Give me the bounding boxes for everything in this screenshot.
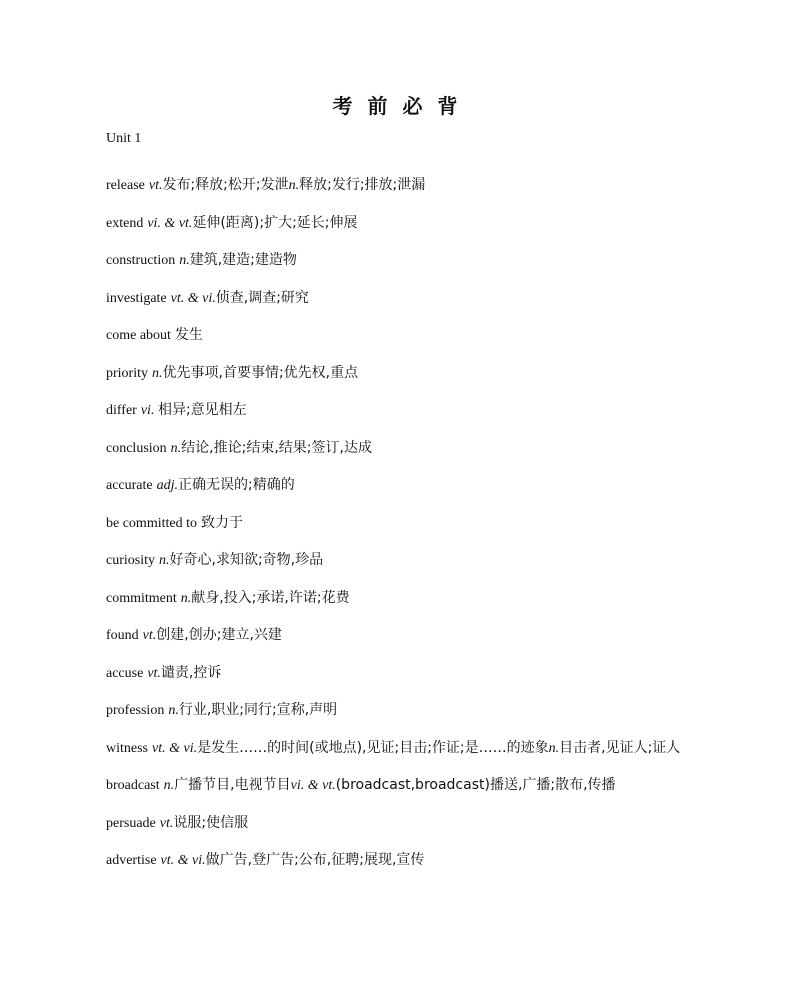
vocab-entry <box>106 505 706 543</box>
definition: 做广告,登广告;公布,征聘;展现,宣传 <box>205 852 425 868</box>
definition: 正确无误的;精确的 <box>178 477 295 493</box>
definition: 建筑,建造;建造物 <box>189 252 297 268</box>
definition: 说服;使信服 <box>173 814 249 831</box>
part-of-speech: vt. <box>148 178 163 193</box>
vocab-entry <box>106 392 706 430</box>
vocab-entry <box>106 355 706 393</box>
definition: 谴责,控诉 <box>160 664 222 681</box>
definition: 延伸(距离);扩大;延长;伸展 <box>192 214 358 231</box>
part-of-speech: n. <box>152 365 163 381</box>
definition-2: 释放;发行;排放;泄漏 <box>299 177 426 193</box>
definition: 献身,投入;承诺,许诺;花费 <box>191 589 350 606</box>
part-of-speech: vi. <box>140 403 155 418</box>
vocab-word: advertise <box>106 853 157 868</box>
vocab-entry <box>106 205 706 243</box>
vocab-word: come about <box>106 328 171 343</box>
vocab-word: commitment <box>106 590 177 606</box>
definition: 致力于 <box>200 514 243 531</box>
vocab-word: accurate <box>106 478 153 493</box>
vocab-word: priority <box>106 365 148 381</box>
vocab-word: found <box>106 628 139 643</box>
vocab-word: extend <box>106 215 144 231</box>
definition: 侦查,调查;研究 <box>215 289 309 306</box>
definition: 好奇心,求知欲;奇物,珍品 <box>169 552 324 568</box>
part-of-speech-2: vi. & vt. <box>290 778 336 793</box>
vocabulary-list <box>106 167 706 880</box>
part-of-speech: vt. <box>159 815 174 831</box>
vocab-entry <box>106 467 706 505</box>
part-of-speech: vt. <box>142 628 157 643</box>
vocab-entry <box>106 805 706 843</box>
part-of-speech: vt. & vi. <box>152 740 198 756</box>
vocab-word: persuade <box>106 815 156 831</box>
part-of-speech: vt. & vi. <box>160 853 206 868</box>
vocab-word: broadcast <box>106 778 160 793</box>
vocab-word: release <box>106 178 145 193</box>
definition: 行业,职业;同行;宣称,声明 <box>178 702 338 718</box>
vocab-entry <box>106 167 706 205</box>
vocab-entry <box>106 280 706 318</box>
vocab-entry <box>106 767 706 805</box>
vocab-word: conclusion <box>106 440 167 456</box>
part-of-speech-2: n. <box>548 740 560 756</box>
part-of-speech: vt. <box>147 665 161 681</box>
vocab-entry <box>106 580 706 618</box>
vocab-word: curiosity <box>106 553 155 568</box>
definition-2: (broadcast,broadcast)播送,广播;散布,传播 <box>335 777 616 793</box>
vocab-word: witness <box>106 740 148 756</box>
page-title: 考 前 必 背 <box>332 94 462 118</box>
part-of-speech: n. <box>180 590 192 606</box>
unit-heading: Unit 1 <box>106 131 142 146</box>
vocab-entry <box>106 430 706 468</box>
vocab-entry <box>106 730 706 768</box>
part-of-speech: n. <box>179 253 190 268</box>
vocab-entry <box>106 692 706 730</box>
vocab-entry <box>106 242 706 280</box>
definition: 创建,创办;建立,兴建 <box>156 627 282 643</box>
definition: 是发生……的时间(或地点),见证;目击;作证;是……的迹象 <box>197 739 549 756</box>
vocab-word: accuse <box>106 665 144 681</box>
part-of-speech: vt. & vi. <box>170 290 216 306</box>
definition: 优先事项,首要事情;优先权,重点 <box>162 364 359 381</box>
part-of-speech-2: n. <box>288 178 300 193</box>
definition: 发生 <box>174 327 203 343</box>
part-of-speech: n. <box>168 703 179 718</box>
definition: 广播节目,电视节目 <box>174 777 291 793</box>
vocab-entry <box>106 317 706 355</box>
vocab-word: be committed to <box>106 515 197 531</box>
vocab-word: investigate <box>106 290 167 306</box>
part-of-speech: vi. & vt. <box>147 215 193 231</box>
definition: 结论,推论;结束,结果;签订,达成 <box>181 439 372 456</box>
vocab-entry <box>106 842 706 880</box>
definition: 相异;意见相左 <box>157 402 247 418</box>
vocab-entry <box>106 542 706 580</box>
definition: 发布;释放;松开;发泄 <box>162 177 289 193</box>
part-of-speech: adj. <box>156 478 179 493</box>
vocab-word: construction <box>106 253 176 268</box>
vocab-word: differ <box>106 403 137 418</box>
definition-2: 目击者,见证人;证人 <box>559 739 681 756</box>
vocab-entry <box>106 617 706 655</box>
part-of-speech: n. <box>159 553 170 568</box>
vocab-word: profession <box>106 703 165 718</box>
part-of-speech: n. <box>163 778 175 793</box>
part-of-speech: n. <box>170 440 182 456</box>
vocab-entry <box>106 655 706 693</box>
